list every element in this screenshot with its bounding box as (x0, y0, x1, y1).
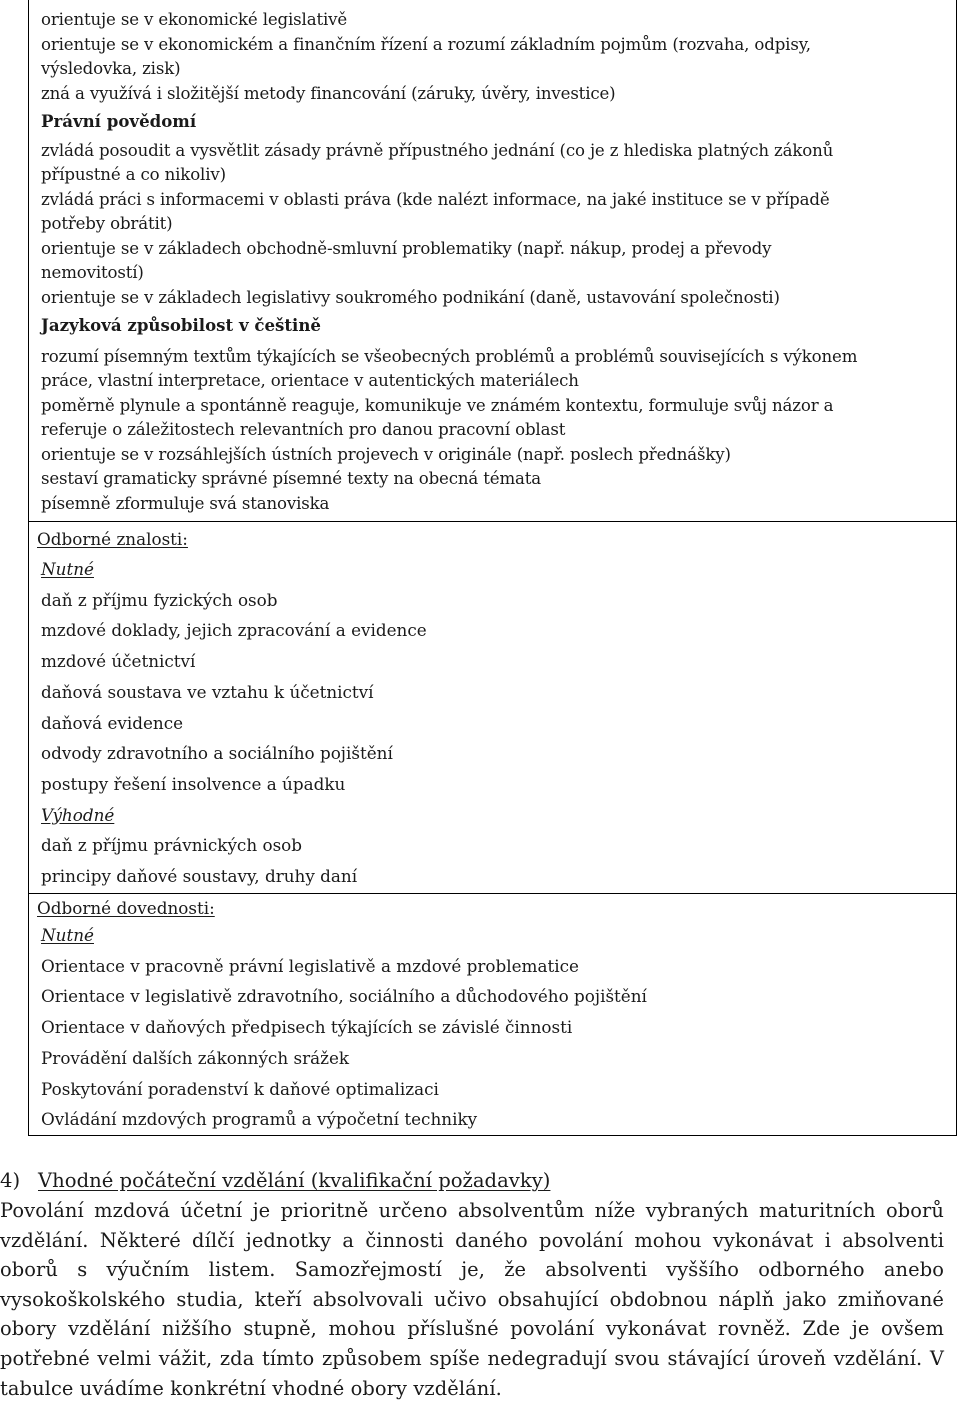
competency-line: písemně zformuluje svá stanoviska (41, 493, 330, 513)
chapter-number: 4) (0, 1169, 21, 1192)
competency-table (28, 0, 957, 1136)
competency-line: sestaví gramaticky správné písemné texty na obecná témata (41, 469, 542, 488)
knowledge-item: daň z příjmu právnických osob (41, 835, 303, 856)
competency-line: poměrně plynule a spontánně reaguje, komunikuje ve známém kontextu, formuluje svůj názor a (41, 395, 834, 415)
competency-line: přípustné a co nikoliv) (41, 165, 226, 184)
competency-line: orientuje se v základech obchodně-smluvní problematiky (např. nákup, prodej a převody (41, 238, 772, 258)
language-competency-heading: Jazyková způsobilost v češtině (41, 315, 321, 335)
competency-line: rozumí písemným textům týkajících se všeobecných problémů a problémů souvisejících s výkonem (41, 346, 858, 366)
competency-line: orientuje se v ekonomické legislativě (41, 10, 348, 29)
general-competencies-list (41, 8, 941, 516)
competency-line: potřeby obrátit) (41, 214, 173, 233)
competency-line: nemovitostí) (41, 263, 144, 282)
skill-item: Poskytování poradenství k daňové optimalizaci (41, 1078, 439, 1099)
advantage-label: Výhodné (41, 804, 115, 825)
competency-line: referuje o záležitostech relevantních pro danou pracovní oblast (41, 420, 566, 439)
professional-skills-cell (29, 894, 956, 1136)
knowledge-item: daňová soustava ve vztahu k účetnictví (41, 681, 374, 702)
knowledge-item: principy daňové soustavy, druhy daní (41, 866, 358, 887)
skill-item: Provádění dalších zákonných srážek (41, 1047, 350, 1068)
competency-line: výsledovka, zisk) (41, 59, 181, 78)
chapter-title: Vhodné počáteční vzdělání (kvalifikační požadavky) (38, 1169, 551, 1192)
skill-item: Orientace v daňových předpisech týkajících se závislé činnosti (41, 1017, 573, 1038)
knowledge-item: odvody zdravotního a sociálního pojištění (41, 743, 393, 764)
skill-item: Orientace v pracovně právní legislativě a mzdové problematice (41, 955, 579, 976)
required-label: Nutné (41, 559, 94, 579)
professional-skills-heading: Odborné dovednosti: (37, 898, 215, 918)
knowledge-item: mzdové účetnictví (41, 651, 196, 672)
knowledge-item: daň z příjmu fyzických osob (41, 589, 278, 610)
competency-line: orientuje se v základech legislativy soukromého podnikání (daně, ustavování společnosti) (41, 287, 780, 307)
chapter-heading (0, 1167, 950, 1195)
required-label: Nutné (41, 925, 94, 945)
competency-line: zvládá práci s informacemi v oblasti práva (kde nalézt informace, na jaké instituce se v případě (41, 189, 830, 209)
competency-line: zvládá posoudit a vysvětlit zásady právně přípustného jednání (co je z hlediska platných zákonů (41, 140, 834, 160)
skill-item: Orientace v legislativě zdravotního, sociálního a důchodového pojištění (41, 986, 647, 1007)
general-competencies-cell (29, 0, 956, 522)
knowledge-item: mzdové doklady, jejich zpracování a evidence (41, 620, 427, 641)
competency-line: orientuje se v ekonomickém a finančním řízení a rozumí základním pojmům (rozvaha, odpisy, (41, 34, 811, 54)
skill-item: Ovládání mzdových programů a výpočetní techniky (41, 1109, 478, 1130)
legal-awareness-heading: Právní povědomí (41, 111, 197, 131)
competency-line: zná a využívá i složitější metody financování (záruky, úvěry, investice) (41, 83, 616, 103)
chapter-paragraph: Povolání mzdová účetní je prioritně určeno absolventům níže vybraných maturitních oborů vzdělání. Některé dílčí jednotky a činnosti daného povolání mohou vykonávat i absolventi oborů s výučním listem. Samozřejmostí je, že absolventi vyššího odborného anebo vysokoškolského studia, kteří absolvovali učivo obsahující obdobnou náplň jako zmiňované obory vzdělání nižšího stupně, mohou příslušné povolání vykonávat rovněž. Zde je ovšem potřebné velmi vážit, zda tímto způsobem spíše nedegradují svou stávající úroveň vzdělání. V tabulce uvádíme konkrétní vhodné obory vzdělání. (0, 1199, 944, 1400)
competency-line: orientuje se v rozsáhlejších ústních projevech v originále (např. poslech přednášky) (41, 444, 731, 464)
professional-knowledge-list (41, 554, 941, 892)
knowledge-item: daňová evidence (41, 712, 184, 733)
professional-skills-list (41, 920, 941, 1135)
knowledge-item: postupy řešení insolvence a úpadku (41, 773, 346, 794)
professional-knowledge-heading: Odborné znalosti: (37, 529, 188, 549)
professional-knowledge-cell (29, 522, 956, 894)
competency-line: práce, vlastní interpretace, orientace v autentických materiálech (41, 371, 579, 390)
